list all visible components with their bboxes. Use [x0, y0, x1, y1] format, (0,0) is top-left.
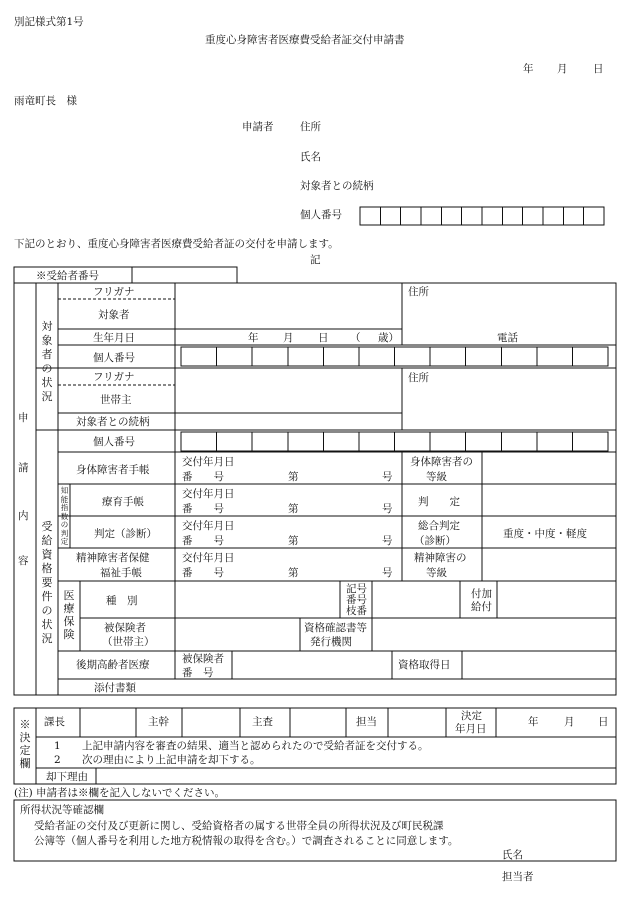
decision-item-2-number: 2	[54, 754, 61, 766]
overall-diagnosis-label: （診断）	[414, 535, 456, 547]
insured-label-2: （世帯主）	[102, 636, 155, 648]
physical-dai-label: 第	[288, 471, 299, 483]
decision-day-label: 日	[598, 716, 609, 728]
symbol-label-1: 記号	[346, 583, 367, 595]
subject-label: 対象者	[98, 309, 130, 321]
decision-year-label: 年	[528, 716, 539, 728]
attachments-label: 添付書類	[94, 682, 136, 694]
subject-furigana-label: フリガナ	[93, 286, 135, 298]
decision-item-1-number: 1	[54, 740, 61, 752]
issuing-agency-label: 発行機関	[310, 636, 352, 648]
physical-grade-label-2: 等級	[426, 471, 447, 483]
intro-statement: 下記のとおり、重度心身障害者医療費受給者証の交付を申請します。	[14, 238, 339, 250]
ryoiku-handbook-label: 療育手帳	[102, 496, 144, 508]
household-relation-label: 対象者との続柄	[76, 416, 150, 428]
diagnosis-dai-label: 第	[288, 535, 299, 547]
physical-gou-label: 号	[382, 471, 393, 483]
physical-handbook-label: 身体障害者手帳	[76, 464, 150, 476]
household-address-label: 住所	[408, 372, 429, 384]
mental-handbook-label: 精神障害者保健	[76, 552, 150, 564]
late-elderly-insurance-label: 後期高齢者医療	[76, 659, 150, 671]
ryoiku-gou-label: 号	[382, 503, 393, 515]
mental-gou-label: 号	[382, 567, 393, 579]
applicant-address-label: 住所	[300, 121, 321, 133]
staff-in-charge-label: 担当	[356, 716, 377, 728]
consent-text-line-1: 受給者証の交付及び更新に関し、受給資格者の属する世帯全員の所得状況及び町民税課	[34, 820, 444, 832]
additional-benefit-label-1: 付加	[471, 588, 492, 600]
staff-label: 担当者	[502, 871, 534, 883]
insurance-type-label: 種 別	[106, 595, 138, 607]
mental-grade-label-2: 等級	[426, 567, 447, 579]
decision-section-label: ※決定欄	[19, 718, 31, 770]
subject-phone-label: 電話	[497, 332, 518, 344]
subject-birthdate-label: 生年月日	[93, 332, 135, 344]
date-year-label: 年	[523, 63, 534, 75]
applicant-label: 申請者	[242, 121, 274, 133]
mental-handbook-label-2: 福祉手帳	[100, 567, 142, 579]
decision-date-label-2: 年月日	[455, 723, 487, 735]
severity-options: 重度・中度・軽度	[503, 528, 587, 540]
physical-issue-date-label: 交付年月日	[182, 456, 235, 468]
decision-month-label: 月	[564, 716, 575, 728]
rejection-reason-label: 却下理由	[46, 771, 88, 783]
consent-text-line-2: 公簿等（個人番号を利用した地方税情報の取得を含む。）で調査されることに同意します。	[34, 835, 459, 847]
mental-issue-date-label: 交付年月日	[182, 552, 235, 564]
ryoiku-issue-date-label: 交付年月日	[182, 488, 235, 500]
form-title: 重度心身障害者医療費受給者証交付申請書	[205, 34, 405, 46]
insured-label: 被保険者	[104, 622, 146, 634]
diagnosis-issue-date-label: 交付年月日	[182, 520, 235, 532]
age-close: 歳）	[378, 332, 399, 344]
household-head-label: 世帯主	[100, 394, 132, 406]
mental-number-label: 番 号	[182, 567, 224, 579]
decision-item-2-text: 次の理由により上記申請を却下する。	[82, 754, 261, 766]
note-text: (注) 申請者は※欄を記入しないでください。	[14, 787, 226, 799]
subject-mynumber-label: 個人番号	[93, 352, 135, 364]
application-label-1: 申	[18, 412, 29, 424]
overall-judgment-label: 総合判定	[418, 520, 460, 532]
consent-title: 所得状況等確認欄	[20, 804, 104, 816]
ryoiku-number-label: 番 号	[182, 503, 224, 515]
diagnosis-number-label: 番 号	[182, 535, 224, 547]
subject-section-label: 対象者の状況	[41, 320, 53, 403]
late-elderly-insured-label: 被保険者	[182, 653, 224, 665]
physical-grade-label: 身体障害者の	[410, 456, 473, 468]
qualification-doc-label: 資格確認書等	[304, 622, 367, 634]
subject-address-label: 住所	[408, 286, 429, 298]
section-chief-label: 課長	[44, 716, 65, 728]
addressee: 雨竜町長 様	[14, 95, 77, 107]
household-mynumber-label: 個人番号	[93, 436, 135, 448]
application-label-4: 容	[18, 555, 29, 567]
qualification-date-label: 資格取得日	[398, 659, 451, 671]
applicant-mynumber-label: 個人番号	[300, 209, 342, 221]
medical-insurance-label: 医療保険	[63, 589, 75, 641]
birth-day-label: 日	[318, 332, 329, 344]
ki-label: 記	[310, 254, 321, 266]
ryoiku-judgment-label: 判 定	[418, 496, 460, 508]
chief-label: 主幹	[148, 716, 169, 728]
recipient-number-label: ※受給者番号	[36, 270, 99, 282]
diagnosis-label: 判定（診断）	[94, 528, 157, 540]
birth-month-label: 月	[283, 332, 294, 344]
symbol-label-2: 番号	[346, 594, 367, 606]
decision-date-label-1: 決定	[461, 710, 482, 722]
date-day-label: 日	[593, 63, 604, 75]
consent-name-label: 氏名	[502, 849, 523, 861]
age-open: （	[350, 332, 361, 344]
diagnosis-gou-label: 号	[382, 535, 393, 547]
applicant-name-label: 氏名	[300, 151, 321, 163]
ryoiku-dai-label: 第	[288, 503, 299, 515]
applicant-relation-label: 対象者との続柄	[300, 180, 374, 192]
symbol-label-3: 枝番	[346, 605, 367, 617]
iq-judgment-label: 知能指数の判定	[60, 486, 69, 546]
senior-staff-label: 主査	[252, 716, 273, 728]
mental-grade-label: 精神障害の	[414, 552, 467, 564]
physical-number-label: 番 号	[182, 471, 224, 483]
mental-dai-label: 第	[288, 567, 299, 579]
birth-year-label: 年	[248, 332, 259, 344]
additional-benefit-label-2: 給付	[471, 601, 492, 613]
form-number: 別記様式第1号	[14, 16, 84, 28]
decision-item-1-text: 上記申請内容を審査の結果、適当と認められたので受給者証を交付する。	[82, 740, 429, 752]
application-label-2: 請	[18, 462, 29, 474]
date-month-label: 月	[557, 63, 568, 75]
eligibility-section-label: 受給資格要件の状況	[41, 520, 53, 645]
late-elderly-number-label: 番 号	[182, 667, 214, 679]
application-label-3: 内	[18, 510, 29, 522]
household-furigana-label: フリガナ	[93, 371, 135, 383]
